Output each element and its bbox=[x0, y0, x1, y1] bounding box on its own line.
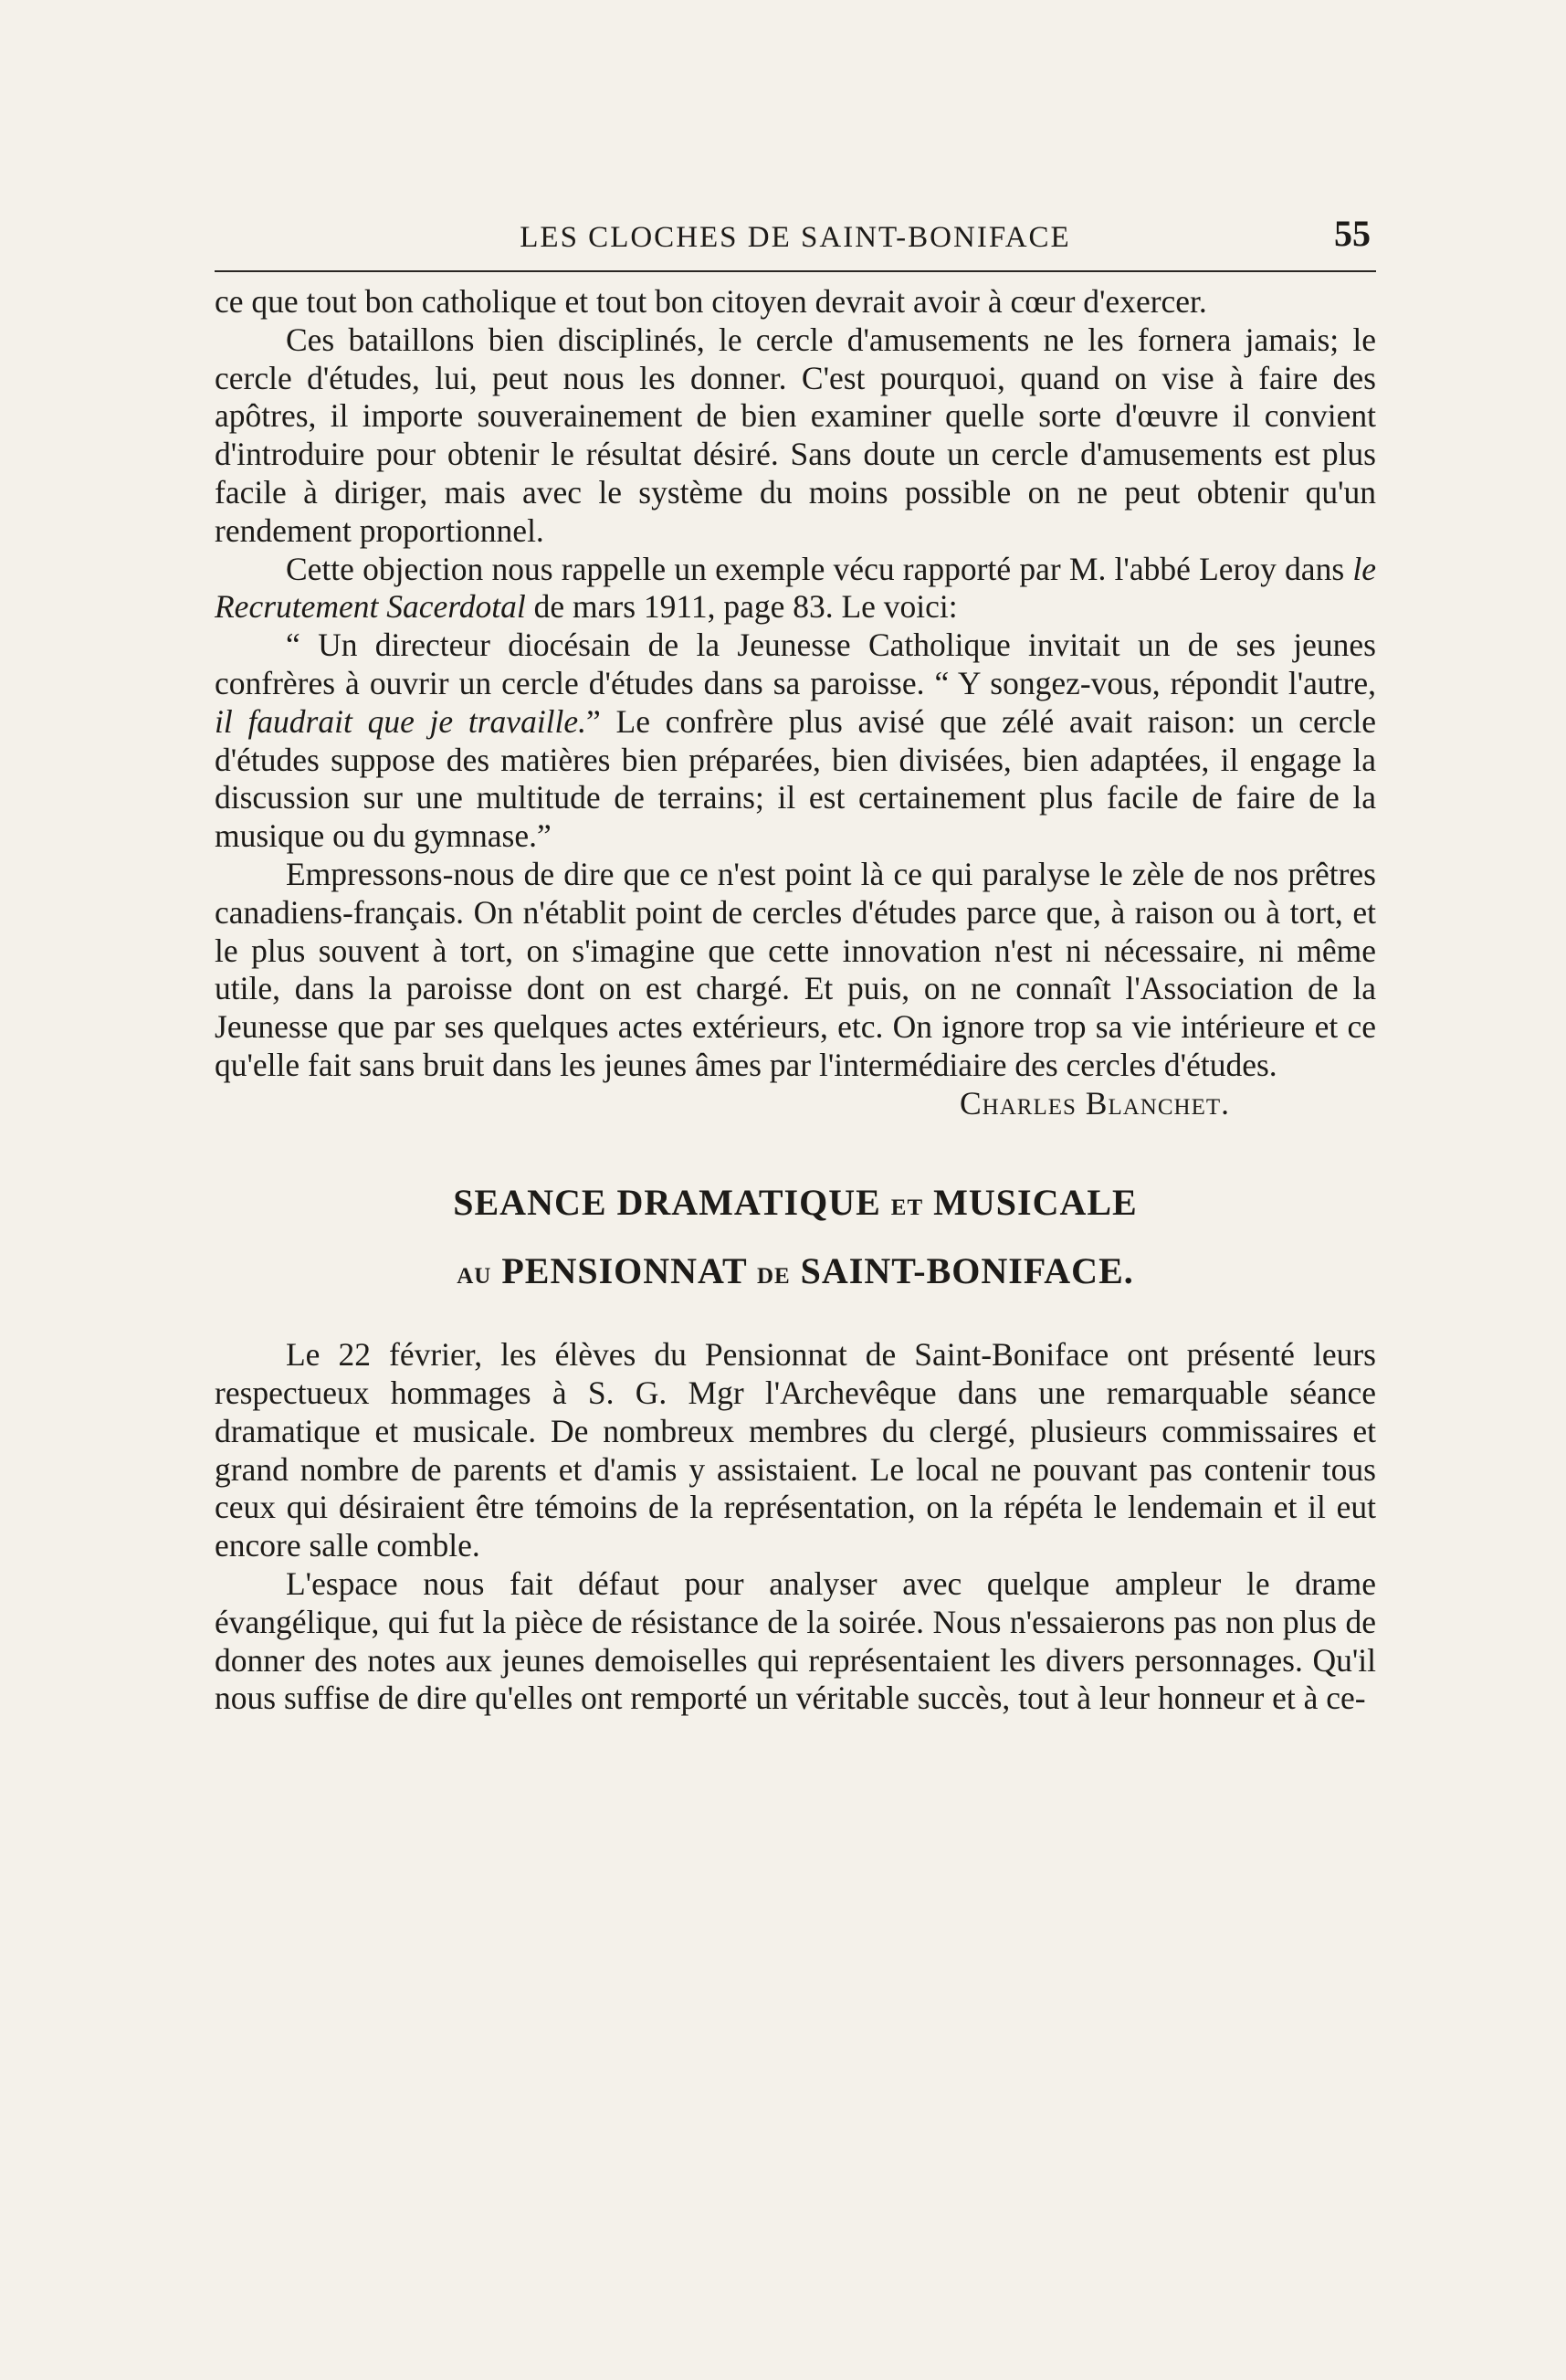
paragraph: Empressons-nous de dire que ce n'est point là ce qui paralyse le zèle de nos prêtres canadiens-français. On n'établit point de cercles d'études parce que, à raison ou à tort, et le plus souvent à tort, on s'imagine que cette innovation n'est ni nécessaire, ni même utile, dans la paroisse dont on est chargé. Et puis, on ne connaît l'Association de la Jeunesse que par ses quelques actes extérieurs, etc. On ignore trop sa vie intérieure et ce qu'elle fait sans bruit dans les jeunes âmes par l'intermédiaire des cercles d'études. bbox=[215, 855, 1376, 1083]
title-word: PENSIONNAT bbox=[501, 1250, 747, 1292]
italic-quote: il faudrait que je travaille. bbox=[215, 702, 587, 740]
text-run: de mars 1911, page 83. Le voici: bbox=[525, 588, 958, 626]
paragraph: L'espace nous fait défaut pour analyser avec quelque ampleur le drame évangélique, qui fut la pièce de résistance de la soirée. Nous n'essaierons pas non plus de donner des notes aux jeunes demoiselles qui représentaient les divers personnages. Qu'il nous suffise de dire qu'elles ont remporté un véritable succès, tout à leur honneur et à ce- bbox=[215, 1564, 1376, 1717]
paragraph-objection bbox=[215, 551, 1376, 627]
author-signature: Charles Blanchet. bbox=[960, 1084, 1230, 1122]
section-title bbox=[215, 1181, 1376, 1227]
text-run: “ Un directeur diocésain de la Jeunesse Catholique invitait un de ses jeunes confrères à ouvrir un cercle d'études dans sa paroisse. “ Y songez-vous, répondit l'autre, bbox=[215, 627, 1376, 701]
title-word: SEANCE DRAMATIQUE bbox=[453, 1181, 881, 1223]
page-header bbox=[215, 212, 1376, 272]
title-small-word: ET bbox=[890, 1195, 924, 1220]
text-run: ” Le confrère plus avisé que zélé avait raison: un cercle d'études suppose des matières bien préparées, bien divisées, bien adaptées, il engage la discussion sur une multitude de terrains; il est certainement plus facile de faire de la musique ou du gymnase.” bbox=[215, 702, 1376, 855]
running-title: LES CLOCHES DE SAINT-BONIFACE bbox=[520, 221, 1071, 254]
title-small-word: AU bbox=[457, 1264, 492, 1290]
page-number: 55 bbox=[1334, 213, 1371, 254]
paragraph-continuation: ce que tout bon catholique et tout bon citoyen devrait avoir à cœur d'exercer. bbox=[215, 283, 1207, 320]
text-run: Cette objection nous rappelle un exemple vécu rapporté par M. l'abbé Leroy dans bbox=[286, 550, 1353, 587]
section-subtitle bbox=[215, 1252, 1376, 1296]
page-body bbox=[215, 283, 1376, 1718]
book-page bbox=[215, 212, 1376, 1718]
title-word: MUSICALE bbox=[933, 1181, 1138, 1223]
title-word: SAINT-BONIFACE. bbox=[800, 1250, 1134, 1292]
paragraph-quote bbox=[215, 627, 1376, 856]
italic-title: le Recrutement Sacerdotal bbox=[215, 550, 1376, 626]
paragraph: Le 22 février, les élèves du Pensionnat de Saint-Boniface ont présenté leurs respectueux hommages à S. G. Mgr l'Archevêque dans une remarquable séance dramatique et musicale. De nombreux membres du clergé, plusieurs commissaires et grand nombre de parents et d'amis y assistaient. Le local ne pouvant pas contenir tous ceux qui désiraient être témoins de la représentation, on la répéta le lendemain et il eut encore salle comble. bbox=[215, 1336, 1376, 1564]
paragraph: Ces bataillons bien disciplinés, le cercle d'amusements ne les fornera jamais; le cercle d'études, lui, peut nous les donner. C'est pourquoi, quand on vise à faire des apôtres, il importe souverainement de bien examiner quelle sorte d'œuvre il convient d'introduire pour obtenir le résultat désiré. Sans doute un cercle d'amusements est plus facile à diriger, mais avec le système du moins possible on ne peut obtenir qu'un rendement proportionnel. bbox=[215, 321, 1376, 549]
title-small-word: DE bbox=[756, 1264, 791, 1290]
